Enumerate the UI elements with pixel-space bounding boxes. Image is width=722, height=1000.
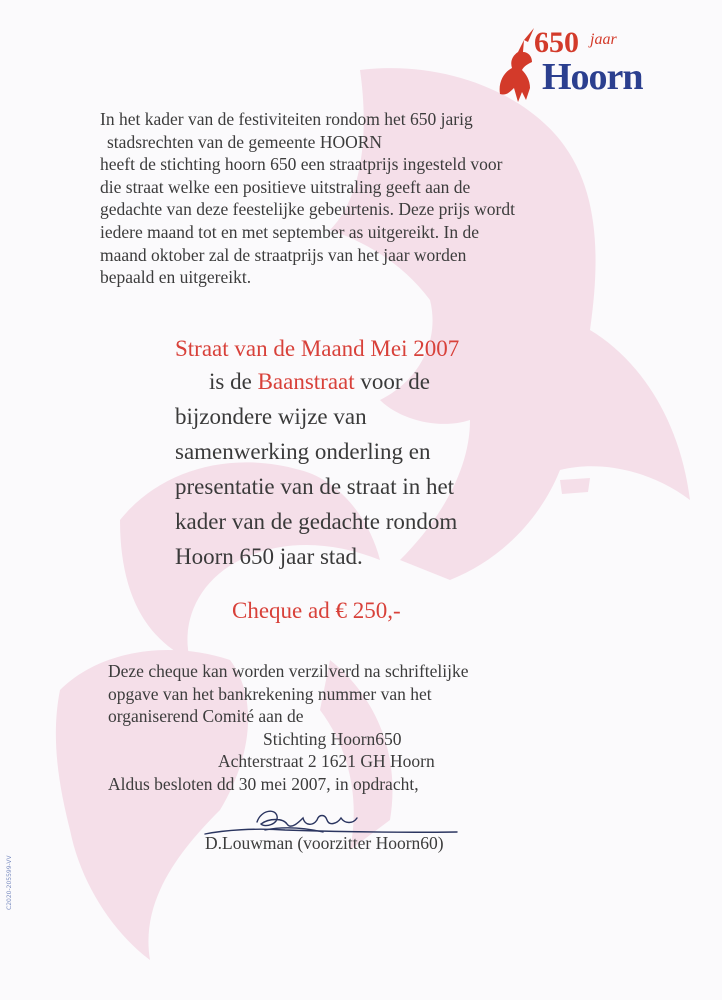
award-street-line bbox=[175, 364, 575, 399]
award-line: Hoorn 650 jaar stad. bbox=[175, 544, 363, 569]
award-title: Straat van de Maand Mei 2007 bbox=[175, 336, 460, 361]
intro-line: iedere maand tot en met september as uitgereikt. In de bbox=[100, 221, 480, 242]
hoorn-650-logo bbox=[490, 22, 650, 112]
address-name: Stichting Hoorn650 bbox=[263, 728, 402, 749]
address-street: Achterstraat 2 1621 GH Hoorn bbox=[218, 751, 435, 772]
logo-word-jaar: jaar bbox=[590, 31, 617, 48]
award-block bbox=[175, 334, 575, 574]
intro-line: die straat welke een positieve uitstraling geeft aan de bbox=[100, 176, 471, 197]
award-line-suffix: voor de bbox=[354, 369, 431, 394]
intro-line: heeft de stichting hoorn 650 een straatprijs ingesteld voor bbox=[100, 154, 503, 175]
cheque-amount: Cheque ad € 250,- bbox=[232, 598, 401, 623]
closing-line: organiserend Comité aan de bbox=[108, 706, 304, 727]
street-name: Baanstraat bbox=[257, 369, 355, 394]
closing-line: Deze cheque kan worden verzilverd na schriftelijke bbox=[108, 661, 469, 681]
award-line: samenwerking onderling en bbox=[175, 439, 431, 464]
closing-paragraph bbox=[108, 660, 628, 796]
closing-line: opgave van het bankrekening nummer van het bbox=[108, 683, 432, 704]
intro-line: gedachte van deze feestelijke gebeurtenis. Deze prijs wordt bbox=[100, 199, 515, 220]
intro-line: In het kader van de festiviteiten rondom het 650 jarig bbox=[100, 109, 473, 129]
intro-line: bepaald en uitgereikt. bbox=[100, 267, 252, 288]
side-code: C2020-205599-VV bbox=[6, 855, 13, 910]
award-line: presentatie van de straat in het bbox=[175, 474, 455, 499]
award-line-prefix: is de bbox=[209, 369, 258, 394]
decision-line: Aldus besloten dd 30 mei 2007, in opdracht, bbox=[108, 773, 419, 794]
intro-paragraph bbox=[100, 108, 660, 289]
logo-number: 650 bbox=[534, 26, 579, 59]
logo-city: Hoorn bbox=[542, 56, 643, 98]
award-line: kader van de gedachte rondom bbox=[175, 509, 458, 534]
signer-name: D.Louwman (voorzitter Hoorn60) bbox=[205, 833, 444, 853]
intro-line: maand oktober zal de straatprijs van het jaar worden bbox=[100, 244, 467, 265]
intro-line: stadsrechten van de gemeente HOORN bbox=[107, 131, 383, 152]
award-line: bijzondere wijze van bbox=[175, 404, 367, 429]
